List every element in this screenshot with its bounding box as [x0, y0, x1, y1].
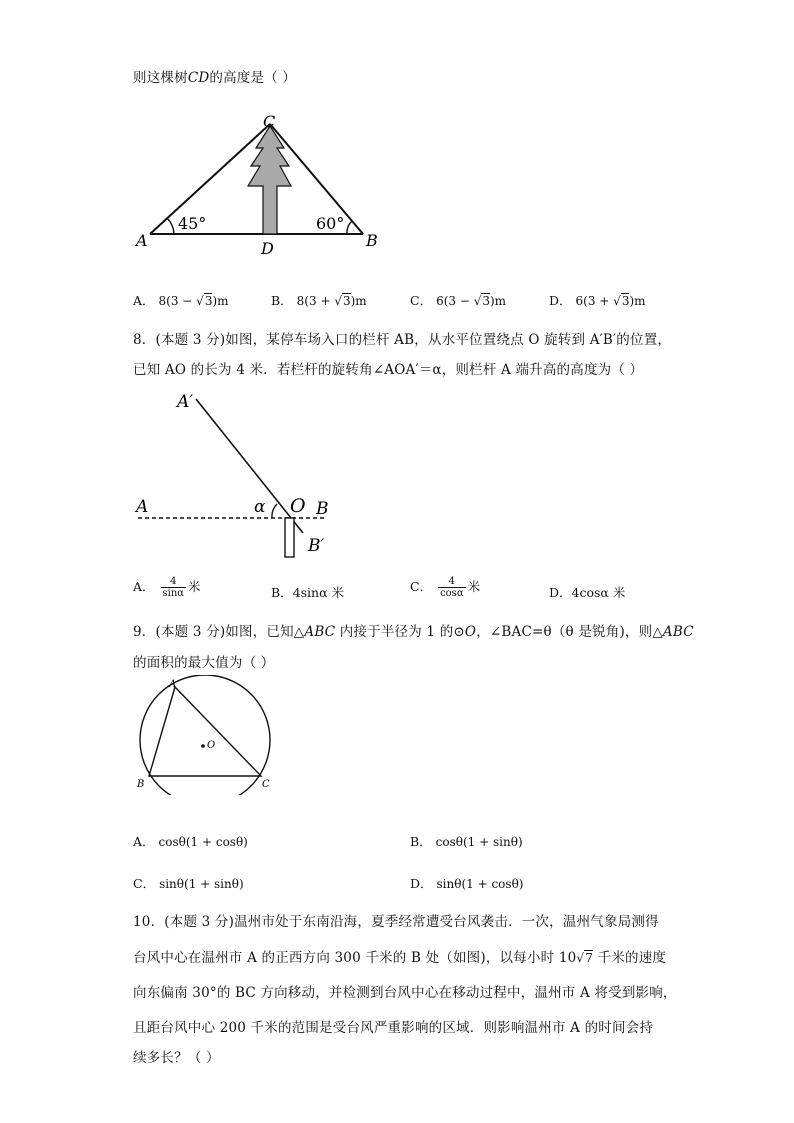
option-letter: A． [133, 834, 155, 849]
q8-barrier-figure [130, 385, 360, 560]
option-letter: D． [410, 876, 433, 891]
option-expr: cosθ(1 + cosθ) [158, 835, 248, 849]
option-root: 3 [482, 294, 490, 308]
q8-label-alpha: α [254, 497, 266, 517]
option-tail: )m [629, 294, 646, 308]
q10-text-a: 台风中心在温州市 A 的正西方向 300 千米的 B 处（如图)，以每小时 10 [133, 950, 577, 966]
q9-text-b: △ABC [293, 624, 336, 640]
q7-label-B: B [366, 231, 378, 250]
q9-text-f: △ABC [652, 624, 694, 640]
option-letter: A． [133, 293, 155, 308]
q8-option-b[interactable] [271, 583, 344, 601]
q9-label-A: A [169, 679, 177, 690]
option-unit: 米 [467, 579, 481, 594]
fraction-numerator: 4 [438, 576, 466, 588]
q8-stem-line1: 8．(本题 3 分)如图，某停车场入口的栏杆 AB，从水平位置绕点 O 旋转到 A′B′的位置， [133, 332, 672, 348]
q8-label-A1: A′ [177, 392, 194, 412]
q8-label-A: A [136, 497, 149, 517]
option-letter: D． [549, 585, 572, 600]
option-letter: C． [133, 876, 156, 891]
option-coef: 8(3 − [158, 294, 197, 308]
q7-stem-prefix: 则这棵树 [133, 70, 188, 86]
q10-text-b: 千米的速度 [593, 950, 667, 966]
q8-label-B: B [316, 499, 329, 519]
q7-stem [133, 66, 296, 86]
q9-label-O: O [207, 740, 216, 751]
q8-option-c[interactable] [410, 576, 480, 599]
option-letter: A． [133, 579, 155, 594]
q7-tree-figure [130, 108, 390, 258]
q7-option-d[interactable]: D． 6(3 + √3)m [549, 293, 646, 308]
option-expr: cosθ(1 + sinθ) [435, 835, 523, 849]
option-expr: sinθ(1 + sinθ) [159, 877, 244, 891]
q7-stem-var: CD [187, 70, 210, 86]
q9-text-a: 9．(本题 3 分)如图，已知 [133, 624, 294, 640]
q7-stem-suffix: 的高度是（ ） [209, 70, 297, 86]
q7-option-c[interactable]: C． 6(3 − √3)m [410, 293, 507, 308]
q7-option-a[interactable]: A． 8(3 − √3)m [133, 293, 229, 308]
option-coef: 8(3 + [296, 294, 335, 308]
option-fraction [438, 576, 466, 599]
q9-label-C: C [262, 779, 270, 790]
option-root: 3 [204, 294, 213, 308]
q7-label-C: C [263, 112, 276, 131]
option-coef: 6(3 + [575, 294, 614, 308]
q7-option-b[interactable]: B． 8(3 + √3)m [271, 293, 367, 308]
q8-label-O: O [290, 495, 306, 517]
q9-label-B: B [137, 779, 145, 790]
option-letter: B． [271, 585, 293, 600]
q8-option-d[interactable] [549, 583, 625, 601]
q9-stem-line1 [133, 620, 694, 640]
q9-option-a[interactable] [133, 832, 248, 850]
q9-stem-line2: 的面积的最大值为（ ） [133, 655, 275, 671]
q10-stem-line2: 台风中心在温州市 A 的正西方向 300 千米的 B 处（如图)，以每小时 10√7 千米的速度 [133, 950, 667, 966]
q9-text-c: 内接于半径为 1 的⊙ [335, 624, 465, 640]
option-tail: )m [490, 294, 507, 308]
q8-label-B1: B′ [308, 536, 325, 556]
fraction-denominator: sinα [162, 588, 185, 599]
q8-option-a[interactable] [133, 576, 201, 599]
option-letter: D． [549, 293, 572, 308]
q10-root: 7 [585, 951, 594, 965]
option-tail: )m [212, 294, 229, 308]
q10-stem-line5: 续多长？（ ） [133, 1050, 220, 1066]
option-expr: sinθ(1 + cosθ) [436, 877, 524, 891]
q9-text-e: ，∠BAC=θ（θ 是锐角)，则 [476, 624, 653, 640]
q7-label-A: A [136, 231, 148, 250]
option-root: 3 [342, 294, 351, 308]
q9-option-b[interactable] [410, 832, 523, 850]
q10-stem-line4: 且距台风中心 200 千米的范围是受台风严重影响的区域．则影响温州市 A 的时间会持 [133, 1020, 654, 1036]
option-text: 4sinα 米 [292, 585, 345, 600]
option-coef: 6(3 − [436, 294, 474, 308]
q9-option-d[interactable] [410, 874, 523, 892]
q7-angle-B: 60° [316, 214, 345, 233]
q7-label-D: D [261, 239, 274, 258]
q10-stem-line1: 10．(本题 3 分)温州市处于东南沿海，夏季经常遭受台风袭击．一次，温州气象局测得 [133, 914, 659, 930]
q9-text-d: O [464, 624, 477, 640]
option-fraction [161, 576, 187, 599]
option-letter: B． [410, 834, 432, 849]
option-root: 3 [621, 294, 630, 308]
q10-stem-line3: 向东偏南 30°的 BC 方向移动，并检测到台风中心在移动过程中，温州市 A 将受到影响， [133, 985, 677, 1001]
q9-circle-figure [132, 675, 282, 795]
option-letter: B． [271, 293, 293, 308]
option-text: 4cosα 米 [571, 585, 626, 600]
option-unit: 米 [188, 579, 201, 594]
fraction-denominator: cosα [440, 588, 464, 599]
option-tail: )m [350, 294, 367, 308]
q7-angle-A: 45° [178, 214, 207, 233]
option-letter: C． [410, 579, 433, 594]
option-letter: C． [410, 293, 433, 308]
q9-option-c[interactable] [133, 874, 244, 892]
q8-stem-line2: 已知 AO 的长为 4 米．若栏杆的旋转角∠AOA′＝α，则栏杆 A 端升高的高度为（ ） [133, 362, 644, 378]
fraction-numerator: 4 [161, 576, 187, 588]
